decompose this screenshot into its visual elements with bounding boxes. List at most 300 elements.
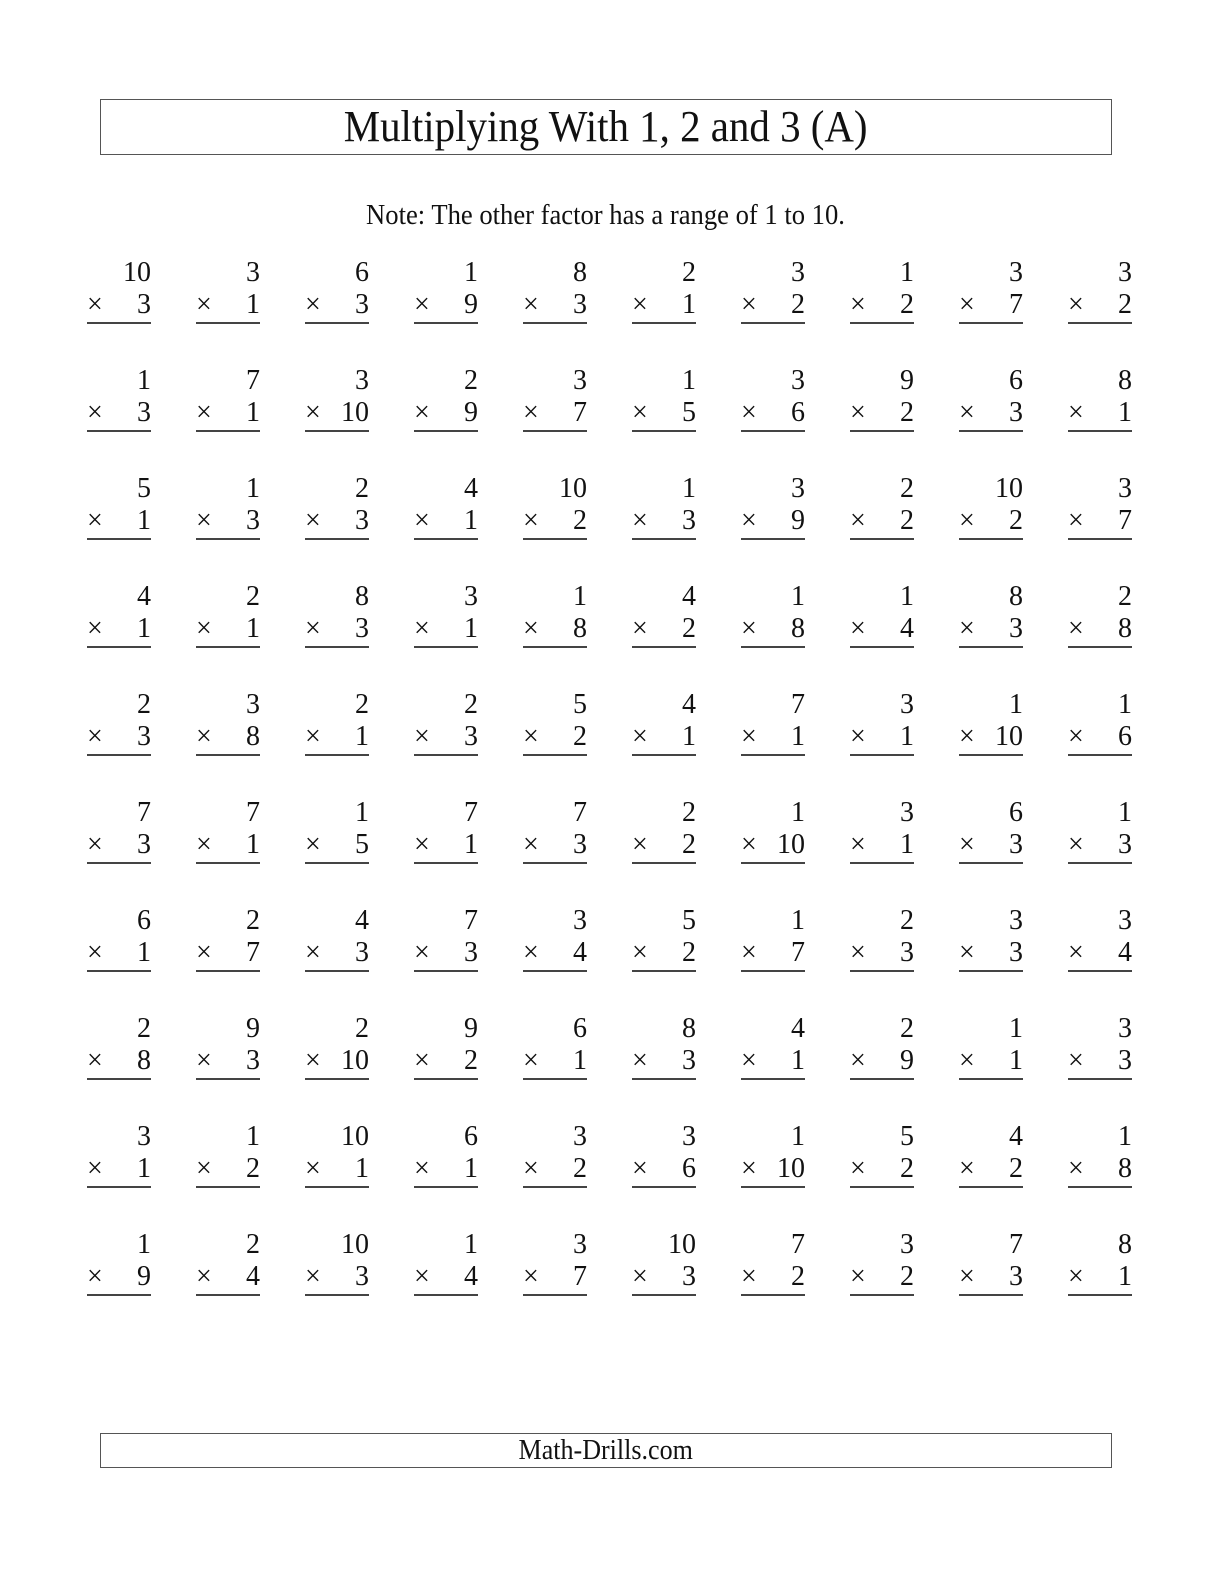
bottom-factor: 7	[573, 397, 587, 428]
top-factor: 1	[464, 1229, 478, 1260]
times-sign-icon: ×	[959, 613, 975, 644]
top-factor: 5	[137, 473, 151, 504]
top-factor: 3	[573, 905, 587, 936]
answer-line	[523, 504, 587, 540]
multiplication-problem	[87, 472, 151, 542]
bottom-factor: 5	[355, 829, 369, 860]
times-sign-icon: ×	[196, 937, 212, 968]
answer-line	[414, 1260, 478, 1296]
problem-row	[87, 796, 1137, 876]
bottom-factor: 3	[573, 289, 587, 320]
top-factor: 6	[1009, 365, 1023, 396]
multiplication-problem	[305, 580, 369, 650]
multiplication-problem	[959, 1120, 1023, 1190]
times-sign-icon: ×	[523, 829, 539, 860]
times-sign-icon: ×	[414, 937, 430, 968]
answer-line	[959, 828, 1023, 864]
bottom-factor: 1	[137, 613, 151, 644]
multiplication-problem	[741, 1012, 805, 1082]
times-sign-icon: ×	[87, 721, 103, 752]
times-sign-icon: ×	[305, 397, 321, 428]
top-factor: 3	[246, 257, 260, 288]
multiplication-problem	[1068, 364, 1132, 434]
multiplication-problem	[523, 796, 587, 866]
times-sign-icon: ×	[1068, 1261, 1084, 1292]
answer-line	[959, 1044, 1023, 1080]
top-factor: 7	[791, 689, 805, 720]
times-sign-icon: ×	[87, 1153, 103, 1184]
times-sign-icon: ×	[850, 1261, 866, 1292]
answer-line	[523, 936, 587, 972]
times-sign-icon: ×	[959, 1153, 975, 1184]
answer-line	[741, 396, 805, 432]
multiplication-problem	[87, 688, 151, 758]
bottom-factor: 1	[1118, 397, 1132, 428]
times-sign-icon: ×	[196, 1153, 212, 1184]
bottom-factor: 4	[246, 1261, 260, 1292]
times-sign-icon: ×	[741, 289, 757, 320]
times-sign-icon: ×	[414, 613, 430, 644]
multiplication-problem	[850, 796, 914, 866]
bottom-factor: 3	[246, 505, 260, 536]
top-factor: 2	[355, 473, 369, 504]
bottom-factor: 1	[246, 397, 260, 428]
times-sign-icon: ×	[632, 721, 648, 752]
times-sign-icon: ×	[741, 937, 757, 968]
multiplication-problem	[850, 688, 914, 758]
bottom-factor: 1	[1118, 1261, 1132, 1292]
bottom-factor: 7	[1009, 289, 1023, 320]
multiplication-problem	[741, 580, 805, 650]
bottom-factor: 3	[1009, 1261, 1023, 1292]
top-factor: 2	[900, 905, 914, 936]
bottom-factor: 10	[777, 1153, 805, 1184]
times-sign-icon: ×	[741, 829, 757, 860]
times-sign-icon: ×	[1068, 1153, 1084, 1184]
bottom-factor: 2	[573, 505, 587, 536]
times-sign-icon: ×	[523, 1153, 539, 1184]
problem-row	[87, 256, 1137, 336]
multiplication-problem	[741, 904, 805, 974]
multiplication-problem	[741, 364, 805, 434]
answer-line	[414, 828, 478, 864]
bottom-factor: 2	[1009, 1153, 1023, 1184]
answer-line	[87, 720, 151, 756]
bottom-factor: 1	[464, 613, 478, 644]
answer-line	[87, 612, 151, 648]
answer-line	[632, 504, 696, 540]
answer-line	[414, 504, 478, 540]
answer-line	[305, 1152, 369, 1188]
multiplication-problem	[632, 256, 696, 326]
multiplication-problem	[741, 256, 805, 326]
top-factor: 3	[137, 1121, 151, 1152]
times-sign-icon: ×	[523, 937, 539, 968]
multiplication-problem	[196, 1228, 260, 1298]
answer-line	[196, 828, 260, 864]
answer-line	[87, 288, 151, 324]
bottom-factor: 1	[355, 1153, 369, 1184]
top-factor: 6	[137, 905, 151, 936]
bottom-factor: 1	[1009, 1045, 1023, 1076]
top-factor: 8	[1009, 581, 1023, 612]
times-sign-icon: ×	[1068, 937, 1084, 968]
bottom-factor: 3	[355, 613, 369, 644]
bottom-factor: 8	[246, 721, 260, 752]
multiplication-problem	[632, 904, 696, 974]
times-sign-icon: ×	[196, 505, 212, 536]
answer-line	[87, 396, 151, 432]
worksheet-note: Note: The other factor has a range of 1 to 10.	[366, 200, 845, 231]
times-sign-icon: ×	[196, 829, 212, 860]
answer-line	[196, 612, 260, 648]
times-sign-icon: ×	[741, 1045, 757, 1076]
problem-row	[87, 472, 1137, 552]
answer-line	[305, 720, 369, 756]
bottom-factor: 3	[1009, 397, 1023, 428]
times-sign-icon: ×	[632, 613, 648, 644]
top-factor: 3	[900, 689, 914, 720]
top-factor: 2	[355, 689, 369, 720]
times-sign-icon: ×	[741, 613, 757, 644]
answer-line	[305, 612, 369, 648]
times-sign-icon: ×	[196, 613, 212, 644]
times-sign-icon: ×	[959, 829, 975, 860]
bottom-factor: 1	[464, 505, 478, 536]
top-factor: 7	[246, 365, 260, 396]
top-factor: 3	[900, 1229, 914, 1260]
multiplication-problem	[87, 256, 151, 326]
top-factor: 7	[464, 797, 478, 828]
bottom-factor: 3	[573, 829, 587, 860]
times-sign-icon: ×	[305, 1153, 321, 1184]
answer-line	[632, 720, 696, 756]
times-sign-icon: ×	[305, 1261, 321, 1292]
multiplication-problem	[305, 904, 369, 974]
times-sign-icon: ×	[850, 829, 866, 860]
times-sign-icon: ×	[305, 721, 321, 752]
times-sign-icon: ×	[850, 289, 866, 320]
multiplication-problem	[1068, 1012, 1132, 1082]
times-sign-icon: ×	[87, 1261, 103, 1292]
top-factor: 1	[573, 581, 587, 612]
multiplication-problem	[196, 472, 260, 542]
times-sign-icon: ×	[850, 505, 866, 536]
times-sign-icon: ×	[414, 721, 430, 752]
top-factor: 1	[791, 797, 805, 828]
top-factor: 4	[355, 905, 369, 936]
multiplication-problem	[1068, 1120, 1132, 1190]
top-factor: 2	[900, 473, 914, 504]
multiplication-problem	[632, 688, 696, 758]
bottom-factor: 2	[464, 1045, 478, 1076]
bottom-factor: 1	[682, 721, 696, 752]
bottom-factor: 10	[341, 1045, 369, 1076]
top-factor: 10	[123, 257, 151, 288]
times-sign-icon: ×	[196, 1261, 212, 1292]
times-sign-icon: ×	[850, 397, 866, 428]
bottom-factor: 6	[682, 1153, 696, 1184]
title-box	[100, 99, 1112, 155]
top-factor: 9	[246, 1013, 260, 1044]
answer-line	[850, 396, 914, 432]
bottom-factor: 9	[900, 1045, 914, 1076]
problem-row	[87, 1228, 1137, 1308]
times-sign-icon: ×	[87, 1045, 103, 1076]
top-factor: 6	[464, 1121, 478, 1152]
top-factor: 8	[1118, 365, 1132, 396]
bottom-factor: 9	[137, 1261, 151, 1292]
answer-line	[523, 828, 587, 864]
times-sign-icon: ×	[632, 937, 648, 968]
times-sign-icon: ×	[87, 289, 103, 320]
top-factor: 6	[1009, 797, 1023, 828]
times-sign-icon: ×	[523, 505, 539, 536]
bottom-factor: 3	[137, 829, 151, 860]
times-sign-icon: ×	[414, 289, 430, 320]
times-sign-icon: ×	[741, 1261, 757, 1292]
top-factor: 1	[900, 257, 914, 288]
bottom-factor: 2	[682, 937, 696, 968]
answer-line	[959, 1152, 1023, 1188]
answer-line	[959, 1260, 1023, 1296]
answer-line	[632, 396, 696, 432]
top-factor: 2	[137, 689, 151, 720]
multiplication-problem	[741, 1120, 805, 1190]
multiplication-problem	[523, 688, 587, 758]
answer-line	[632, 828, 696, 864]
answer-line	[741, 612, 805, 648]
times-sign-icon: ×	[632, 505, 648, 536]
multiplication-problem	[523, 364, 587, 434]
multiplication-problem	[414, 580, 478, 650]
bottom-factor: 1	[246, 829, 260, 860]
times-sign-icon: ×	[632, 1045, 648, 1076]
times-sign-icon: ×	[1068, 721, 1084, 752]
bottom-factor: 10	[341, 397, 369, 428]
answer-line	[305, 1260, 369, 1296]
top-factor: 1	[1118, 689, 1132, 720]
top-factor: 5	[682, 905, 696, 936]
bottom-factor: 1	[791, 721, 805, 752]
times-sign-icon: ×	[959, 505, 975, 536]
answer-line	[87, 936, 151, 972]
top-factor: 4	[1009, 1121, 1023, 1152]
bottom-factor: 3	[464, 721, 478, 752]
answer-line	[632, 1044, 696, 1080]
multiplication-problem	[632, 796, 696, 866]
answer-line	[632, 288, 696, 324]
multiplication-problem	[741, 796, 805, 866]
top-factor: 1	[682, 473, 696, 504]
multiplication-problem	[305, 472, 369, 542]
multiplication-problem	[959, 688, 1023, 758]
answer-line	[1068, 720, 1132, 756]
multiplication-problem	[632, 1120, 696, 1190]
top-factor: 3	[573, 1121, 587, 1152]
answer-line	[87, 1044, 151, 1080]
multiplication-problem	[632, 1012, 696, 1082]
answer-line	[959, 936, 1023, 972]
answer-line	[741, 720, 805, 756]
answer-line	[850, 1260, 914, 1296]
answer-line	[959, 396, 1023, 432]
top-factor: 1	[246, 473, 260, 504]
bottom-factor: 3	[682, 1045, 696, 1076]
times-sign-icon: ×	[196, 397, 212, 428]
answer-line	[87, 1260, 151, 1296]
answer-line	[523, 1260, 587, 1296]
bottom-factor: 4	[464, 1261, 478, 1292]
bottom-factor: 3	[1118, 829, 1132, 860]
multiplication-problem	[1068, 796, 1132, 866]
answer-line	[523, 1044, 587, 1080]
multiplication-problem	[1068, 256, 1132, 326]
bottom-factor: 6	[791, 397, 805, 428]
multiplication-problem	[741, 688, 805, 758]
times-sign-icon: ×	[632, 397, 648, 428]
answer-line	[414, 612, 478, 648]
top-factor: 1	[682, 365, 696, 396]
top-factor: 2	[246, 581, 260, 612]
top-factor: 3	[573, 1229, 587, 1260]
answer-line	[850, 1152, 914, 1188]
bottom-factor: 1	[355, 721, 369, 752]
top-factor: 1	[137, 365, 151, 396]
multiplication-problem	[632, 472, 696, 542]
top-factor: 3	[791, 473, 805, 504]
times-sign-icon: ×	[850, 1153, 866, 1184]
bottom-factor: 8	[573, 613, 587, 644]
top-factor: 3	[1118, 257, 1132, 288]
bottom-factor: 3	[1009, 829, 1023, 860]
bottom-factor: 10	[777, 829, 805, 860]
top-factor: 1	[1009, 1013, 1023, 1044]
multiplication-problem	[959, 796, 1023, 866]
bottom-factor: 4	[1118, 937, 1132, 968]
bottom-factor: 3	[355, 505, 369, 536]
top-factor: 3	[1118, 1013, 1132, 1044]
answer-line	[741, 1260, 805, 1296]
bottom-factor: 1	[573, 1045, 587, 1076]
answer-line	[741, 504, 805, 540]
times-sign-icon: ×	[850, 721, 866, 752]
multiplication-problem	[87, 580, 151, 650]
top-factor: 5	[573, 689, 587, 720]
multiplication-problem	[414, 1012, 478, 1082]
problem-row	[87, 1012, 1137, 1092]
footer-box	[100, 1433, 1112, 1468]
problem-row	[87, 364, 1137, 444]
bottom-factor: 6	[1118, 721, 1132, 752]
times-sign-icon: ×	[87, 505, 103, 536]
bottom-factor: 2	[900, 505, 914, 536]
answer-line	[850, 504, 914, 540]
top-factor: 2	[900, 1013, 914, 1044]
top-factor: 2	[464, 689, 478, 720]
multiplication-problem	[959, 256, 1023, 326]
bottom-factor: 8	[1118, 1153, 1132, 1184]
top-factor: 2	[137, 1013, 151, 1044]
multiplication-problem	[196, 580, 260, 650]
answer-line	[1068, 612, 1132, 648]
answer-line	[1068, 936, 1132, 972]
answer-line	[523, 1152, 587, 1188]
times-sign-icon: ×	[1068, 613, 1084, 644]
bottom-factor: 2	[900, 1153, 914, 1184]
multiplication-problem	[87, 904, 151, 974]
bottom-factor: 2	[682, 829, 696, 860]
times-sign-icon: ×	[414, 397, 430, 428]
bottom-factor: 4	[900, 613, 914, 644]
answer-line	[1068, 288, 1132, 324]
times-sign-icon: ×	[414, 505, 430, 536]
answer-line	[850, 720, 914, 756]
bottom-factor: 1	[137, 937, 151, 968]
answer-line	[523, 612, 587, 648]
times-sign-icon: ×	[959, 1045, 975, 1076]
top-factor: 1	[791, 581, 805, 612]
top-factor: 1	[137, 1229, 151, 1260]
top-factor: 7	[791, 1229, 805, 1260]
times-sign-icon: ×	[196, 1045, 212, 1076]
answer-line	[741, 288, 805, 324]
answer-line	[87, 1152, 151, 1188]
top-factor: 3	[464, 581, 478, 612]
times-sign-icon: ×	[741, 397, 757, 428]
times-sign-icon: ×	[632, 829, 648, 860]
bottom-factor: 10	[995, 721, 1023, 752]
times-sign-icon: ×	[87, 613, 103, 644]
problem-row	[87, 1120, 1137, 1200]
times-sign-icon: ×	[414, 1261, 430, 1292]
bottom-factor: 3	[246, 1045, 260, 1076]
top-factor: 1	[1118, 1121, 1132, 1152]
times-sign-icon: ×	[523, 1045, 539, 1076]
times-sign-icon: ×	[1068, 1045, 1084, 1076]
answer-line	[523, 720, 587, 756]
multiplication-problem	[523, 1120, 587, 1190]
multiplication-problem	[850, 364, 914, 434]
bottom-factor: 8	[791, 613, 805, 644]
top-factor: 4	[791, 1013, 805, 1044]
answer-line	[632, 1152, 696, 1188]
times-sign-icon: ×	[1068, 397, 1084, 428]
multiplication-problem	[196, 256, 260, 326]
bottom-factor: 7	[573, 1261, 587, 1292]
bottom-factor: 2	[791, 289, 805, 320]
answer-line	[850, 828, 914, 864]
problem-row	[87, 580, 1137, 660]
multiplication-problem	[305, 256, 369, 326]
multiplication-problem	[1068, 688, 1132, 758]
answer-line	[741, 936, 805, 972]
answer-line	[196, 396, 260, 432]
times-sign-icon: ×	[87, 937, 103, 968]
multiplication-problem	[305, 364, 369, 434]
multiplication-problem	[959, 580, 1023, 650]
times-sign-icon: ×	[523, 289, 539, 320]
bottom-factor: 1	[464, 829, 478, 860]
answer-line	[414, 1152, 478, 1188]
multiplication-problem	[959, 1228, 1023, 1298]
top-factor: 9	[464, 1013, 478, 1044]
multiplication-problem	[196, 688, 260, 758]
answer-line	[305, 936, 369, 972]
bottom-factor: 7	[246, 937, 260, 968]
multiplication-problem	[959, 472, 1023, 542]
bottom-factor: 3	[1009, 937, 1023, 968]
